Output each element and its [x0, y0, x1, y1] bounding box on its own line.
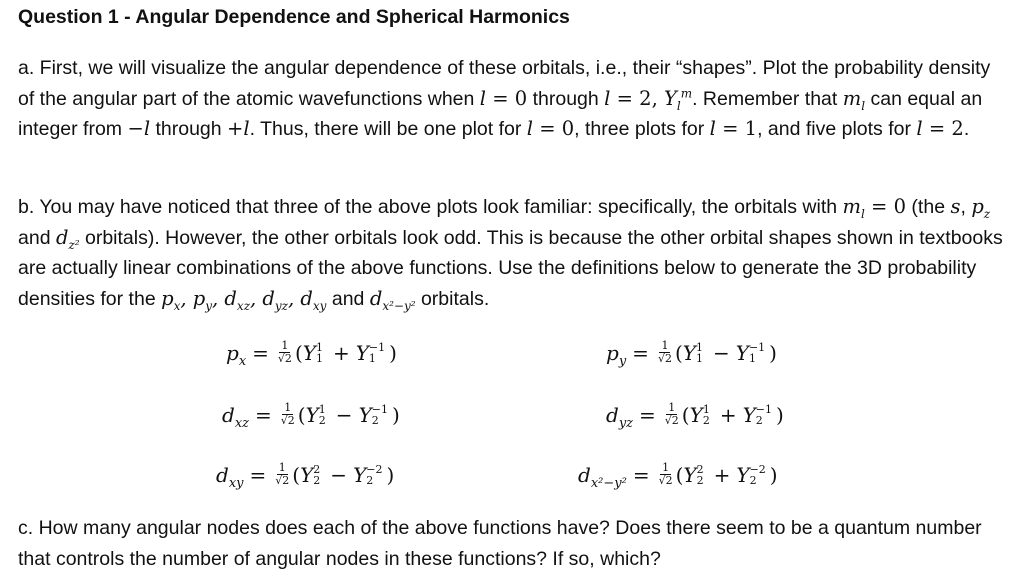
part-b-paragraph: b. You may have noticed that three of the above plots look familiar: specifically, the orbitals with $m_l = 0$ (the s, $p_z$ and $d_{z^2}$ orbitals). However, the other orbitals look odd. This is because the other orbital shapes shown in textbooks are actually linear combinations of the above functions. Use the definitions below to generate the 3D probability densities for the $p_x$, $p_y$, $d_{xz}$, $d_{yz}$, $d_{xy}$ and $d_{x^2-y^2}$ orbitals.	[18, 195, 1003, 313]
equation-dxz: $d_{xz}$ = $\frac{1}{√2}$ ( Y 1 2 − Y −1 2 )	[222, 401, 400, 431]
part-a-text: can equal an integer from	[18, 87, 983, 140]
part-a-text: a. First, we will visualize the angular dependence of these orbitals, i.e., their “shapes”. Plot the probability density of the angular part of the atomic wavefunctions when	[18, 57, 991, 110]
equation-dxy: $d_{xy}$ = $\frac{1}{√2}$ ( Y 2 2 − Y −2 2 )	[216, 461, 395, 491]
equation-py: $p_y$ = $\frac{1}{√2}$ ( Y 1 1 − Y −1 1 )	[606, 339, 777, 369]
question-title: Question 1 - Angular Dependence and Spherical Harmonics	[18, 6, 570, 28]
fraction: $\frac{1}{√2}$	[277, 339, 292, 365]
equation-lhs: $d_{xz}$	[222, 402, 249, 431]
equation-dyz: $d_{yz}$ = $\frac{1}{√2}$ ( Y 1 2 + Y −1 2 )	[606, 401, 784, 431]
part-a-text: , three plots for	[574, 118, 710, 140]
part-b-text: and	[326, 287, 370, 310]
part-a-text: . Remember that	[692, 87, 843, 110]
equation-dx2y2: $d_{x^2-y^2}$ = $\frac{1}{√2}$ ( Y 2 2 + Y −2 2 )	[578, 461, 778, 491]
part-a-text: .	[963, 118, 970, 140]
fraction: $\frac{1}{√2}$	[275, 461, 290, 487]
equation-lhs: $d_{xy}$	[216, 462, 244, 491]
part-a-text: through	[150, 118, 228, 140]
part-a-paragraph: a. First, we will visualize the angular dependence of these orbitals, i.e., their “shapes”. Plot the probability density of the angular part of the atomic wavefunctions when l = 0 through l = 2, $Y_l^m$. Remember that $m_l$ can equal an integer from −l through +l. Thus, there will be one plot for l = 0, three plots for l = 1, and five plots for l = 2.	[18, 57, 991, 140]
equation-lhs: $p_x$	[226, 340, 247, 369]
part-b-text: (the	[906, 196, 951, 218]
part-b-text: b. You may have noticed that three of the above plots look familiar: specifically, the orbitals with	[18, 196, 843, 218]
part-a-text: . Thus, there will be one plot for	[249, 118, 527, 140]
fraction: $\frac{1}{√2}$	[664, 401, 679, 427]
part-c-paragraph: c. How many angular nodes does each of the above functions have? Does there seem to be a quantum number that controls the number of angular nodes in these functions? If so, which?	[18, 517, 982, 570]
part-a-text: through	[527, 87, 605, 110]
fraction: $\frac{1}{√2}$	[657, 339, 672, 365]
part-b-text: orbitals.	[415, 287, 490, 310]
equation-lhs: $d_{x^2-y^2}$	[578, 462, 627, 491]
part-b-text: orbitals). However, the other orbitals look odd. This is because the other orbital shapes shown in textbooks are actually linear combinations of the above functions. Use the definitions below to generate the 3D probability densities for the	[18, 226, 1003, 310]
part-b-text: and	[18, 226, 56, 249]
equation-lhs: $d_{yz}$	[606, 402, 634, 431]
equation-lhs: $p_y$	[606, 340, 627, 369]
fraction: $\frac{1}{√2}$	[658, 461, 673, 487]
equation-px: $p_x$ = $\frac{1}{√2}$ ( Y 1 1 + Y −1 1 )	[226, 339, 397, 369]
fraction: $\frac{1}{√2}$	[280, 401, 295, 427]
part-a-text: , and five plots for	[757, 118, 917, 140]
